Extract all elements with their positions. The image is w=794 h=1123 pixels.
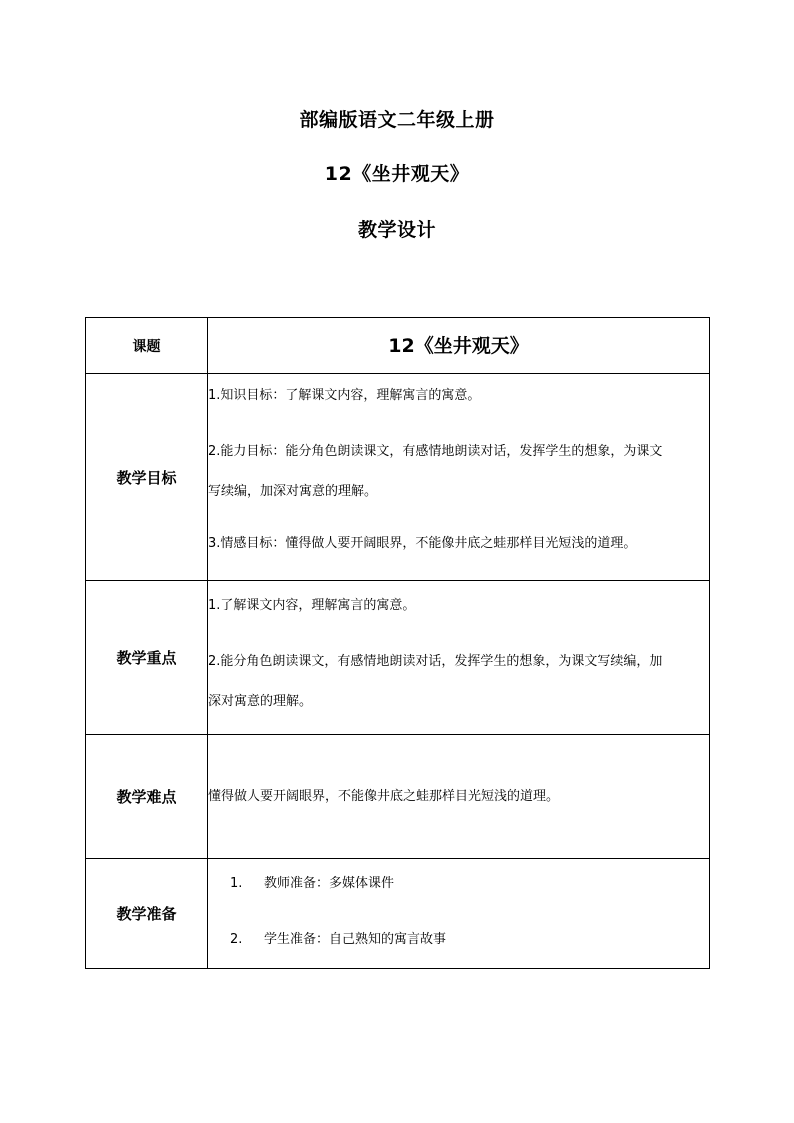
key-point-1: 1.了解课文内容，理解寓言的寓意。 xyxy=(208,597,416,613)
value-preparation xyxy=(208,859,710,969)
row-key-points xyxy=(86,581,710,735)
lesson-plan-table xyxy=(85,317,710,969)
value-key-points xyxy=(208,581,710,735)
key-point-2-cont: 深对寓意的理解。 xyxy=(208,693,313,709)
row-preparation xyxy=(86,859,710,969)
label-preparation: 教学准备 xyxy=(86,859,208,969)
label-goals: 教学目标 xyxy=(86,374,208,581)
row-topic xyxy=(86,318,710,374)
row-goals xyxy=(86,374,710,581)
goal-ability-cont: 写续编，加深对寓意的理解。 xyxy=(208,484,378,499)
value-goals xyxy=(208,374,710,581)
prep-num: 2. xyxy=(230,931,243,947)
prep-text: 学生准备：自己熟知的寓言故事 xyxy=(264,931,447,947)
value-topic: 12《坐井观天》 xyxy=(208,318,710,374)
label-key-points: 教学重点 xyxy=(86,581,208,735)
prep-item-student xyxy=(208,931,709,949)
prep-num: 1. xyxy=(230,875,243,891)
row-difficulties xyxy=(86,735,710,859)
title-textbook: 部编版语文二年级上册 xyxy=(299,109,495,131)
title-doc-type: 教学设计 xyxy=(357,219,436,241)
title-lesson: 12《坐井观天》 xyxy=(324,163,470,185)
value-difficulties: 懂得做人要开阔眼界，不能像井底之蛙那样目光短浅的道理。 xyxy=(208,735,710,859)
key-point-2: 2.能分角色朗读课文，有感情地朗读对话，发挥学生的想象，为课文写续编，加 xyxy=(208,653,663,669)
goal-ability: 2.能力目标：能分角色朗读课文，有感情地朗读对话，发挥学生的想象，为课文 xyxy=(208,444,663,459)
goal-knowledge: 1.知识目标：了解课文内容，理解寓言的寓意。 xyxy=(208,388,481,403)
label-topic: 课题 xyxy=(86,318,208,374)
label-difficulties: 教学难点 xyxy=(86,735,208,859)
prep-item-teacher xyxy=(208,875,709,893)
prep-text: 教师准备：多媒体课件 xyxy=(264,875,395,891)
goal-emotion: 3.情感目标：懂得做人要开阔眼界，不能像井底之蛙那样目光短浅的道理。 xyxy=(208,536,637,551)
